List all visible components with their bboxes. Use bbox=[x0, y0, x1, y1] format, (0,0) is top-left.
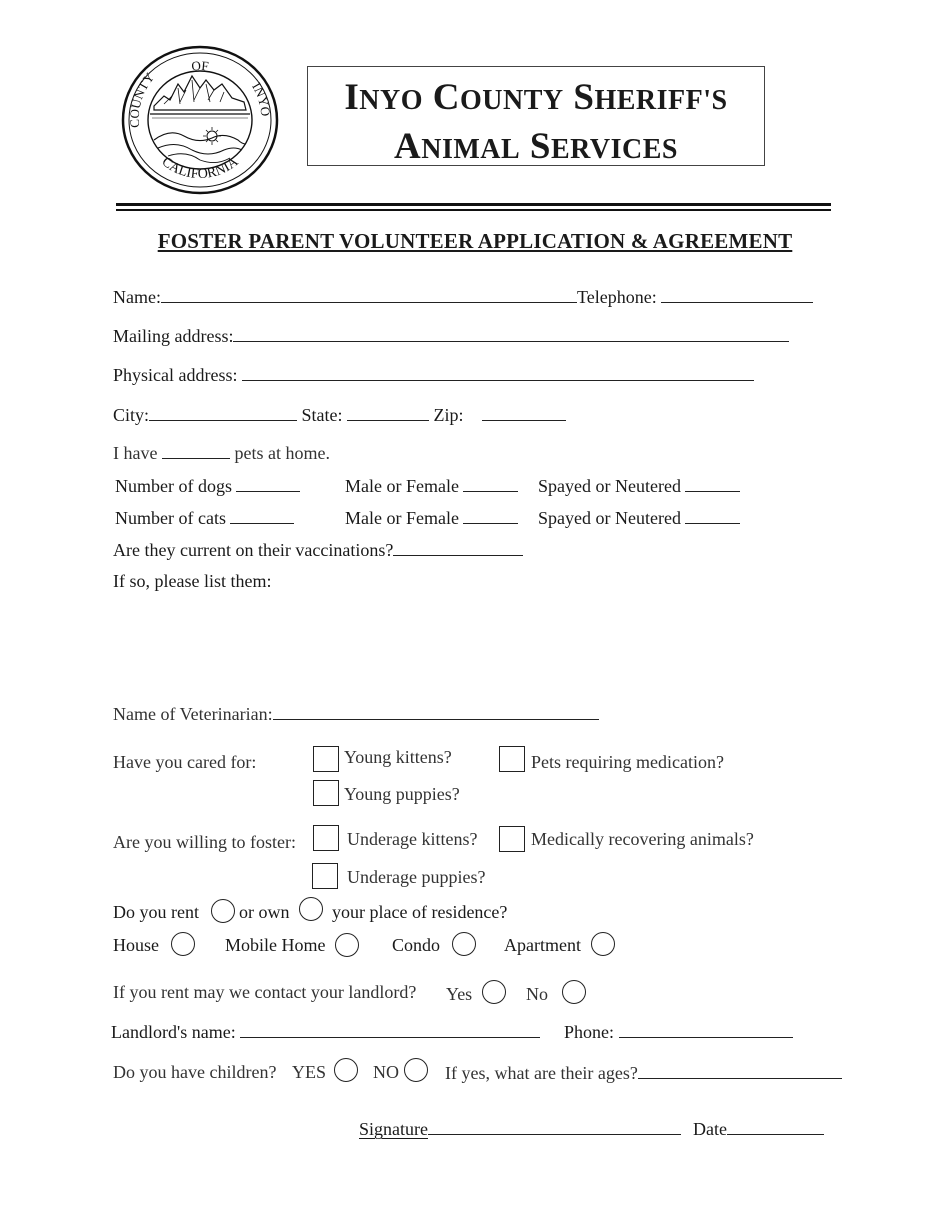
signature-field[interactable] bbox=[428, 1116, 681, 1135]
zip-label: Zip: bbox=[433, 405, 464, 425]
children-ages-row bbox=[445, 1060, 842, 1084]
county-seal bbox=[120, 44, 280, 196]
date-row bbox=[693, 1116, 824, 1140]
signature-label: Signature bbox=[359, 1119, 428, 1139]
mobile-home-radio[interactable] bbox=[335, 933, 359, 957]
mobile-home-label: Mobile Home bbox=[225, 935, 326, 955]
cats-count-field[interactable] bbox=[230, 505, 294, 524]
name-row bbox=[113, 284, 813, 308]
mailing-label: Mailing address: bbox=[113, 326, 234, 346]
dogs-sex-field[interactable] bbox=[463, 473, 518, 492]
dogs-sex-group bbox=[345, 473, 518, 497]
landlord-no-radio[interactable] bbox=[562, 980, 586, 1004]
vaccinations-row bbox=[113, 537, 523, 561]
own-label: or own bbox=[239, 902, 290, 922]
children-yes-radio[interactable] bbox=[334, 1058, 358, 1082]
seal-text-left: COUNTY bbox=[126, 69, 158, 129]
landlord-name-field[interactable] bbox=[240, 1019, 540, 1038]
mailing-address-field[interactable] bbox=[233, 323, 789, 342]
house-label: House bbox=[113, 935, 159, 955]
underage-kittens-checkbox[interactable] bbox=[313, 825, 339, 851]
condo-radio[interactable] bbox=[452, 932, 476, 956]
rent-label: Do you rent bbox=[113, 902, 199, 922]
dogs-spayed-label: Spayed or Neutered bbox=[538, 476, 681, 496]
landlord-yes-label: Yes bbox=[446, 984, 473, 1004]
city-state-zip-row bbox=[113, 402, 566, 426]
seal-text-bottom: CALIFORNIA bbox=[158, 154, 242, 183]
cats-spayed-group bbox=[538, 505, 740, 529]
zip-field[interactable] bbox=[482, 402, 566, 421]
cats-spayed-label: Spayed or Neutered bbox=[538, 508, 681, 528]
children-no-label: NO bbox=[373, 1062, 399, 1082]
cats-spayed-field[interactable] bbox=[685, 505, 740, 524]
physical-label: Physical address: bbox=[113, 365, 238, 385]
pets-count-field[interactable] bbox=[162, 440, 230, 459]
name-field[interactable] bbox=[161, 284, 577, 303]
veterinarian-row bbox=[113, 701, 599, 725]
signature-row bbox=[359, 1116, 681, 1140]
cats-sex-group bbox=[345, 505, 518, 529]
dogs-row bbox=[115, 473, 300, 497]
veterinarian-field[interactable] bbox=[273, 701, 599, 720]
agency-title-box bbox=[307, 66, 765, 166]
seal-text-top: OF bbox=[190, 57, 210, 74]
dogs-spayed-group bbox=[538, 473, 740, 497]
dogs-sex-label: Male or Female bbox=[345, 476, 459, 496]
list-vaccinations-label: If so, please list them: bbox=[113, 571, 272, 591]
landlord-yes-radio[interactable] bbox=[482, 980, 506, 1004]
landlord-phone-group bbox=[564, 1019, 793, 1043]
cats-row bbox=[115, 505, 294, 529]
willing-foster-label: Are you willing to foster: bbox=[113, 832, 296, 852]
physical-row bbox=[113, 362, 754, 386]
vaccinations-label: Are they current on their vaccinations? bbox=[113, 540, 394, 560]
pets-medication-label: Pets requiring medication? bbox=[531, 752, 724, 772]
children-yes-label: YES bbox=[292, 1062, 327, 1082]
landlord-phone-field[interactable] bbox=[619, 1019, 793, 1038]
apartment-label: Apartment bbox=[504, 935, 581, 955]
medically-recovering-checkbox[interactable] bbox=[499, 826, 525, 852]
mailing-row bbox=[113, 323, 789, 347]
condo-label: Condo bbox=[392, 935, 441, 955]
seal-graphic bbox=[120, 44, 280, 196]
young-kittens-label: Young kittens? bbox=[344, 747, 452, 767]
state-field[interactable] bbox=[347, 402, 429, 421]
name-label: Name: bbox=[113, 287, 161, 307]
residence-suffix: your place of residence? bbox=[332, 902, 508, 922]
young-puppies-label: Young puppies? bbox=[344, 784, 460, 804]
city-field[interactable] bbox=[149, 402, 297, 421]
cats-sex-field[interactable] bbox=[463, 505, 518, 524]
children-no-radio[interactable] bbox=[404, 1058, 428, 1082]
cats-label: Number of cats bbox=[115, 508, 226, 528]
rent-radio[interactable] bbox=[211, 899, 235, 923]
children-ages-label: If yes, what are their ages? bbox=[445, 1063, 638, 1083]
apartment-radio[interactable] bbox=[591, 932, 615, 956]
physical-address-field[interactable] bbox=[242, 362, 754, 381]
young-puppies-checkbox[interactable] bbox=[313, 780, 339, 806]
date-label: Date bbox=[693, 1119, 727, 1139]
cats-sex-label: Male or Female bbox=[345, 508, 459, 528]
state-label: State: bbox=[301, 405, 343, 425]
date-field[interactable] bbox=[727, 1116, 824, 1135]
pets-count-row bbox=[113, 440, 330, 464]
dogs-count-field[interactable] bbox=[236, 473, 300, 492]
pets-suffix: pets at home. bbox=[234, 443, 330, 463]
pets-prefix: I have bbox=[113, 443, 158, 463]
dogs-label: Number of dogs bbox=[115, 476, 232, 496]
pets-medication-checkbox[interactable] bbox=[499, 746, 525, 772]
landlord-name-label: Landlord's name: bbox=[111, 1022, 236, 1042]
header-divider-thin bbox=[116, 209, 831, 211]
landlord-contact-label: If you rent may we contact your landlord? bbox=[113, 982, 417, 1002]
landlord-no-label: No bbox=[526, 984, 548, 1004]
header-divider-thick bbox=[116, 203, 831, 206]
cared-for-label: Have you cared for: bbox=[113, 752, 257, 772]
agency-title-line2: ANIMAL SERVICES bbox=[393, 126, 678, 167]
underage-kittens-label: Underage kittens? bbox=[347, 829, 478, 849]
young-kittens-checkbox[interactable] bbox=[313, 746, 339, 772]
seal-text-right: INYO bbox=[249, 79, 274, 117]
house-radio[interactable] bbox=[171, 932, 195, 956]
children-ages-field[interactable] bbox=[638, 1060, 842, 1079]
telephone-label: Telephone: bbox=[576, 287, 657, 307]
underage-puppies-label: Underage puppies? bbox=[347, 867, 486, 887]
underage-puppies-checkbox[interactable] bbox=[312, 863, 338, 889]
children-label: Do you have children? bbox=[113, 1062, 277, 1082]
telephone-field[interactable] bbox=[661, 284, 813, 303]
vaccinations-field[interactable] bbox=[393, 537, 523, 556]
vaccinations-list-area[interactable] bbox=[113, 596, 813, 692]
landlord-row bbox=[111, 1019, 540, 1043]
city-label: City: bbox=[113, 405, 150, 425]
form-title: FOSTER PARENT VOLUNTEER APPLICATION & AGREEMENT bbox=[157, 229, 793, 253]
veterinarian-label: Name of Veterinarian: bbox=[113, 704, 273, 724]
medically-recovering-label: Medically recovering animals? bbox=[531, 829, 754, 849]
dogs-spayed-field[interactable] bbox=[685, 473, 740, 492]
own-radio[interactable] bbox=[299, 897, 323, 921]
landlord-phone-label: Phone: bbox=[564, 1022, 615, 1042]
agency-title-line1: INYO COUNTY SHERIFF'S bbox=[344, 77, 728, 118]
